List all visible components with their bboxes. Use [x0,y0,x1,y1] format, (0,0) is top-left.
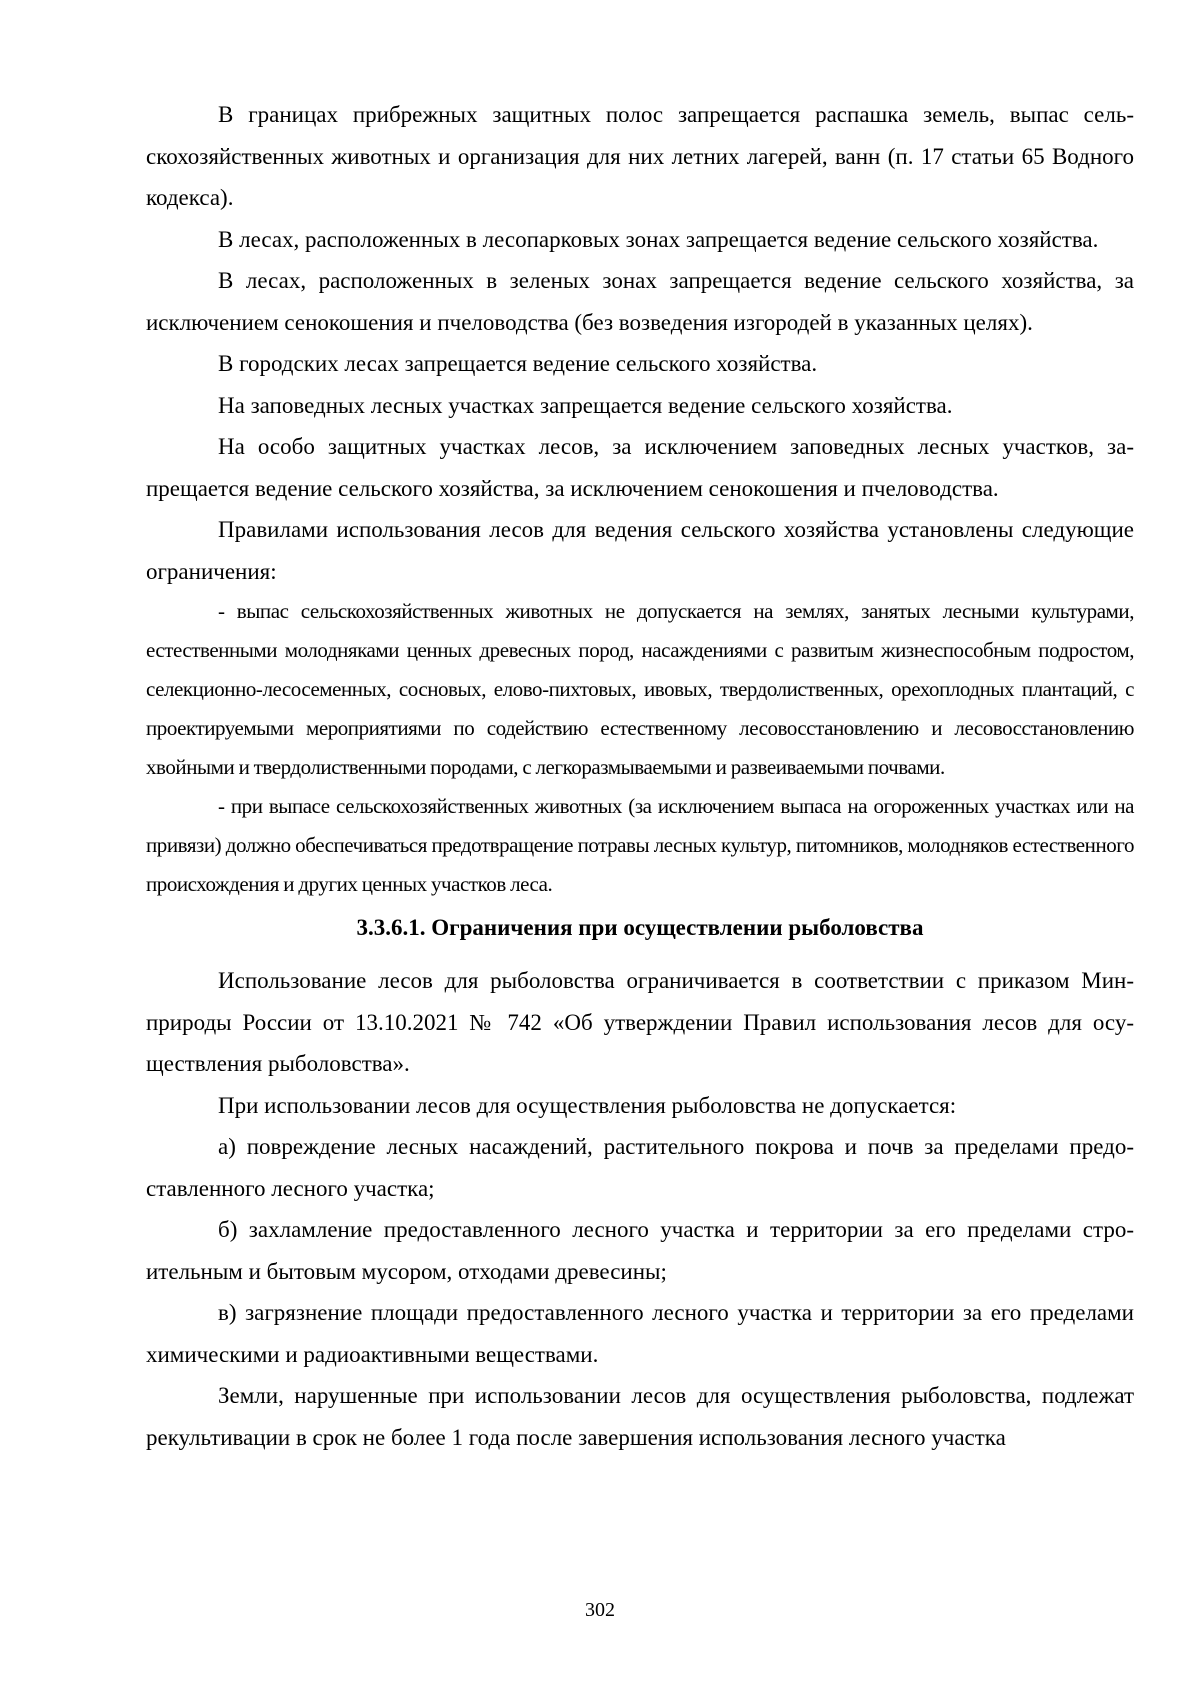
paragraph-fishing-order: Использование лесов для рыболовства ограничивается в соответствии с приказом Минприроды России от 13.10.2021 № 742 «Об утверждении Правил использования лесов для осуществления рыболовства». [146,968,1134,1076]
paragraph-coastal-strips: В границах прибрежных защитных полос запрещается распашка земель, выпас сельскохозяйственных животных и организация для них летних лагерей, ванн (п. 17 статьи 65 Водного кодекса). [146,102,1134,210]
list-item-b: б) захламление предоставленного лесного участка и территории за его пределами строительным и бытовым мусором, отходами древесины; [146,1217,1134,1284]
list-item-c: в) загрязнение площади предоставленного лесного участка и территории за его пределами химическими и радиоактивными веществами. [146,1300,1134,1367]
paragraph-reserved-plots: На заповедных лесных участках запрещается ведение сельского хозяйства. [218,392,953,418]
paragraph-reclamation: Земли, нарушенные при использовании лесов для осуществления рыболовства, подлежат рекультивации в срок не более 1 года после завершения использования лесного участка [146,1383,1134,1450]
paragraph-green-zones: В лесах, расположенных в зеленых зонах запрещается ведение сельского хозяйства, за исключением сенокошения и пчеловодства (без возведения изгородей в указанных целях). [146,268,1134,335]
paragraph-protected-plots: На особо защитных участках лесов, за исключением заповедных лесных участков, запрещается ведение сельского хозяйства, за исключением сенокошения и пчеловодства. [146,434,1134,501]
list-item-grazing-restriction: - выпас сельскохозяйственных животных не допускается на землях, занятых лесными культурами, естественными молодняками ценных древесных пород, насаждениями с развитым жизнеспособным подростом, селекционно-лесосеменных, сосновых, елово-пихтовых, ивовых, твердолиственных, орехоплодных плантаций, с проектируемыми мероприятиями по содействию естественному лесовосстановлению и лесовосстановлению хвойными и твердолиственными породами, с легкоразмываемыми и развеиваемыми почвами. [146,599,1134,779]
list-item-grazing-prevention: - при выпасе сельскохозяйственных животных (за исключением выпаса на огороженных участках или на привязи) должно обеспечиваться предотвращение потравы лесных культур, питомников, молодняков естественного происхождения и других ценных участков леса. [146,794,1134,896]
paragraph-fishing-not-allowed: При использовании лесов для осуществления рыболовства не допускается: [218,1092,957,1118]
page-number: 302 [585,1599,615,1621]
paragraph-rules-intro: Правилами использования лесов для ведения сельского хозяйства установлены следующие ограничения: [146,517,1134,584]
list-item-a: а) повреждение лесных насаждений, растительного покрова и почв за пределами предоставленного лесного участка; [146,1134,1134,1201]
section-heading: 3.3.6.1. Ограничения при осуществлении рыболовства [356,915,924,940]
paragraph-urban-forests: В городских лесах запрещается ведение сельского хозяйства. [218,351,818,376]
document-body [146,94,1134,1458]
paragraph-forest-park-zones: В лесах, расположенных в лесопарковых зонах запрещается ведение сельского хозяйства. [218,226,1099,252]
